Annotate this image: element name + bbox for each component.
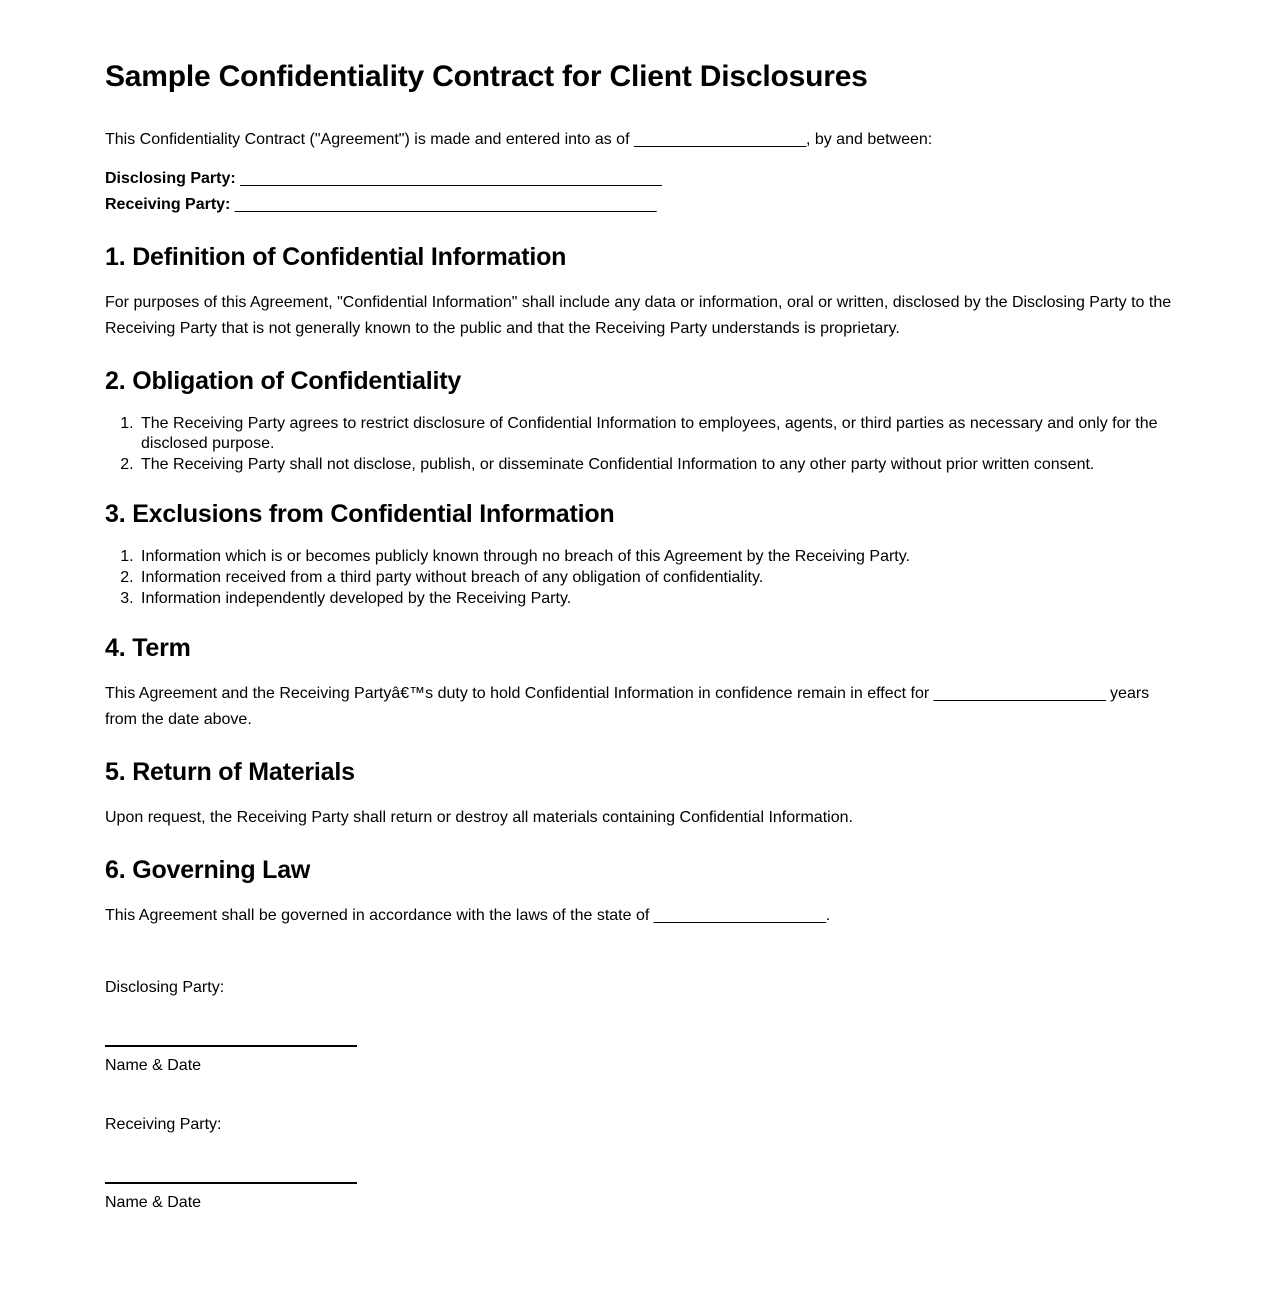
intro-date-blank[interactable]: ____________________ [633,130,806,148]
section-heading-5: 5. Return of Materials [105,757,355,786]
section-heading-3: 3. Exclusions from Confidential Information [105,500,615,529]
section-2-list [105,414,1172,475]
term-text-after: years from the date above. [105,685,1150,728]
intro-text-before: This Confidentiality Contract ("Agreement") is made and entered into as of [105,130,634,148]
section-1-paragraph: For purposes of this Agreement, "Confidential Information" shall include any data or information, oral or written, disclosed by the Disclosing Party to the Receiving Party that is not generally known to the public and that the Receiving Party understands is proprietary. [105,294,1172,338]
list-item: 1. Information which is or becomes publicly known through no breach of this Agreement by the Receiving Party. [138,547,1172,567]
section-heading-2: 2. Obligation of Confidentiality [105,367,462,396]
receiving-party-blank[interactable]: _________________________________________________ [234,196,657,214]
section-3-list [105,547,1172,609]
signature-caption-receiving: Name & Date [105,1194,202,1212]
law-text-after: . [825,906,831,924]
signature-caption-disclosing: Name & Date [105,1056,202,1074]
list-item: 3. Information independently developed by the Receiving Party. [138,589,1172,609]
page-title: Sample Confidentiality Contract for Client Disclosures [105,60,868,93]
section-4-paragraph [105,681,1172,733]
receiving-party-label: Receiving Party: [105,196,231,214]
disclosing-party-label: Disclosing Party: [105,170,236,188]
receiving-party-field [105,192,1172,218]
section-heading-1: 1. Definition of Confidential Information [105,243,567,272]
list-item: 1. The Receiving Party agrees to restrict disclosure of Confidential Information to employees, agents, or third parties as necessary and only for the disclosed purpose. [138,414,1172,454]
signature-line-disclosing[interactable] [105,1045,357,1047]
disclosing-party-blank[interactable]: _________________________________________________ [240,170,662,188]
law-state-blank[interactable]: ____________________ [653,906,826,924]
law-text-before: This Agreement shall be governed in accordance with the laws of the state of [105,906,654,924]
signature-disclosing-party-label: Disclosing Party: [105,978,225,996]
section-6-paragraph [105,903,1172,929]
section-heading-4: 4. Term [105,634,191,663]
disclosing-party-field [105,166,1172,192]
signature-block [105,975,1172,1217]
signature-receiving-party-label: Receiving Party: [105,1116,222,1134]
signature-line-receiving[interactable] [105,1182,357,1184]
list-item: 2. Information received from a third party without breach of any obligation of confidentiality. [138,568,1172,588]
term-years-blank[interactable]: ____________________ [933,685,1106,703]
intro-paragraph [105,127,1172,153]
section-heading-6: 6. Governing Law [105,855,311,884]
intro-text-after: , by and between: [805,130,933,148]
term-text-before: This Agreement and the Receiving Partyâ€™s duty to hold Confidential Information in confidence remain in effect for [105,685,934,703]
section-5-paragraph: Upon request, the Receiving Party shall return or destroy all materials containing Confidential Information. [105,808,853,826]
list-item: 2. The Receiving Party shall not disclose, publish, or disseminate Confidential Information to any other party without prior written consent. [138,455,1172,475]
